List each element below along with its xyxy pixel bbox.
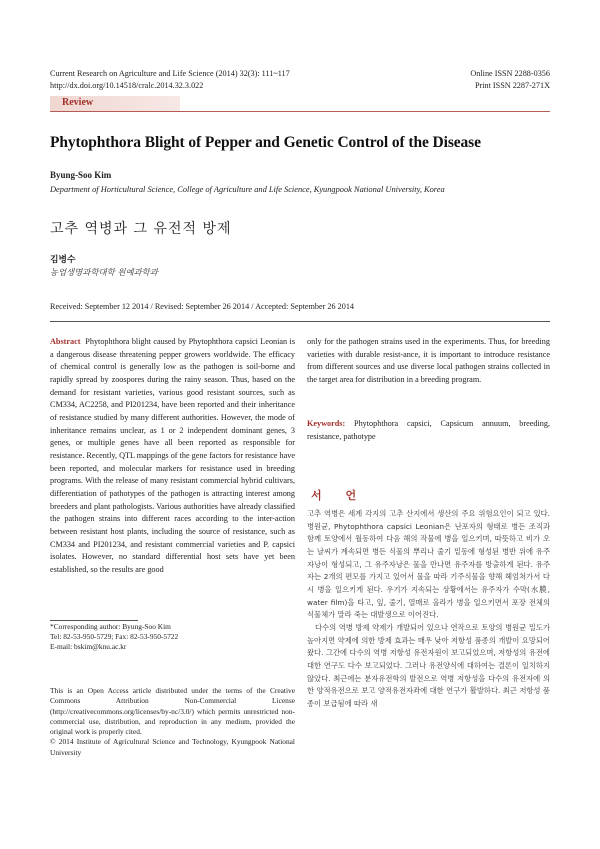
abstract-right-column (307, 336, 550, 387)
print-issn: Print ISSN 2287-271X (474, 80, 550, 90)
abstract-text: Phytophthora blight caused by Phytophthora capsici Leonian is a dangerous disease threatening pepper growers worldwide. The efficacy of chemical control is generally low as the pathogen is soil-borne and rapidly spread by zoospores during the rainy season. Thus, based on the demand for resistant varieties, various good resistant sources, such as CM334, AC2258, and PI201234, have been reported and their inheritance of resistance studied by many different authorities. However, the mode of inheritance remains unclear, as 1 or 2 independent dominant genes, 3 genes, or multiple genes have all been reported as responsible for resistance. Recently, QTL mappings of the gene factors for resistance have been reported, and molecular markers for resistance used in breeding programs. With the release of many resistant commercial hybrid cultivars, differentiation of pathotypes of the pathogen is attracting interest among breeders and plant pathologists. Various authorities have already classified the pathogen strains into different races according to the inter-action between resistant host plants, including the source of resistance, such as CM334 and PI201234, and resistant commercial varieties and P. capsici isolates. However, no standard differential host sets have yet been established, so the results are good (50, 337, 296, 574)
abstract-continuation: only for the pathogen strains used in the experiments. Thus, for breeding varieties with durable resist-ance, it is important to introduce resistance from different sources and use diverse local pathogen strains collected in the target area for distribution in a breeding program. (307, 337, 550, 384)
received-dates: Received: September 12 2014 / Revised: September 26 2014 / Accepted: September 26 2014 (50, 302, 355, 311)
abstract-label: Abstract (50, 337, 81, 346)
divider-rule (50, 321, 550, 322)
journal-header (50, 68, 290, 91)
header-rule (50, 111, 550, 112)
author-affiliation: Department of Horticultural Science, College of Agriculture and Life Science, Kyungpook National University, Korea (50, 185, 445, 194)
korean-title: 고추 역병과 그 유전적 방제 (50, 221, 232, 237)
keywords-text: Phytophthora capsici, Capsicum annuum, breeding, resistance, pathotype (307, 419, 551, 441)
online-issn: Online ISSN 2288-0356 (470, 69, 550, 78)
abstract-left-column (50, 336, 295, 576)
issn-header (470, 68, 550, 91)
author-name: Byung-Soo Kim (50, 170, 112, 180)
intro-body (307, 508, 550, 711)
article-title: Phytophthora Blight of Pepper and Genetic Control of the Disease (50, 134, 481, 151)
corresponding-author: *Corresponding author: Byung-Soo Kim (50, 622, 171, 631)
korean-author: 김병수 (50, 255, 76, 265)
doi-link[interactable]: http://dx.doi.org/10.14518/cralс.2014.32.3.022 (50, 80, 204, 90)
intro-paragraph-1: 고추 역병은 세계 각지의 고추 산지에서 생산의 주요 위험요인이 되고 있다. 병원균, Phytophthora capsici Leonian은 난포자의 형태로 병든 조직과 함께 토양에서 월동하여 다음 해의 작물에 병을 일으키며, 따뜻하고 비가 오는 날씨가 계속되면 병든 식물의 뿌리나 줄기 밑동에 형성된 병반 위에 유주자낭이 형성되고, 그 유주자낭은 물을 만나면 유주자를 방출하게 된다. 유주자는 2개의 편모를 가지고 있어서 물을 따라 기주식물을 향해 헤엄쳐가서 다시 병을 일으키게 된다. 우기가 지속되는 상황에서는 유주자가 수막(水膜, water film)을 타고, 잎, 줄기, 열매로 올라가 병을 일으키면서 포장 전체의 식물체가 말라 죽는 대발생으로 이어진다. (307, 509, 550, 620)
email-address[interactable]: E-mail: bskim@knu.ac.kr (50, 642, 127, 651)
footnote (50, 622, 295, 652)
journal-citation: Current Research on Agriculture and Life Science (2014) 32(3): 111~117 (50, 69, 290, 78)
section-tag: Review (62, 97, 94, 108)
phone-fax: Tel: 82-53-950-5729; Fax: 82-53-950-5722 (50, 632, 179, 641)
korean-affiliation: 농업생명과학대학 원예과학과 (50, 267, 158, 277)
footnote-rule (50, 620, 138, 621)
intro-heading: 서 언 (311, 489, 367, 502)
keywords-label: Keywords: (307, 419, 346, 428)
copyright-text: © 2014 Institute of Agricultural Science and Technology, Kyungpook National University (50, 737, 295, 757)
intro-paragraph-2: 다수의 역병 방제 약제가 개발되어 있으나 연작으로 토양의 병원균 밀도가 높아지면 약제에 의한 방제 효과는 매우 낮아 저항성 품종의 개발이 요망되어 왔다. 그간에 다수의 역병 저항성 유전자원이 보고되었으며, 저항성의 유전에 대한 연구도 다수 보고되었다. 그러나 유전양식에 대하여는 결론이 일치하지 않았다. 최근에는 분자유전학의 발전으로 역병 저항성을 다수의 유전자에 의한 양적유전으로 보고 양적유전자좌에 대한 연구가 활발하다. 최근 저항성 품종이 보급됨에 따라 새 (307, 622, 550, 708)
keywords-block (307, 418, 550, 443)
license-text: This is an Open Access article distributed under the terms of the Creative Commons Attribution Non-Commercial License (http://creativecommons.org/licenses/by-nc/3.0/) which permits unrestricted non-commercial use, distribution, and reproduction in any medium, provided the original work is properly cited. (50, 686, 295, 737)
license-block (50, 686, 295, 758)
abstract-paragraph (50, 336, 295, 576)
